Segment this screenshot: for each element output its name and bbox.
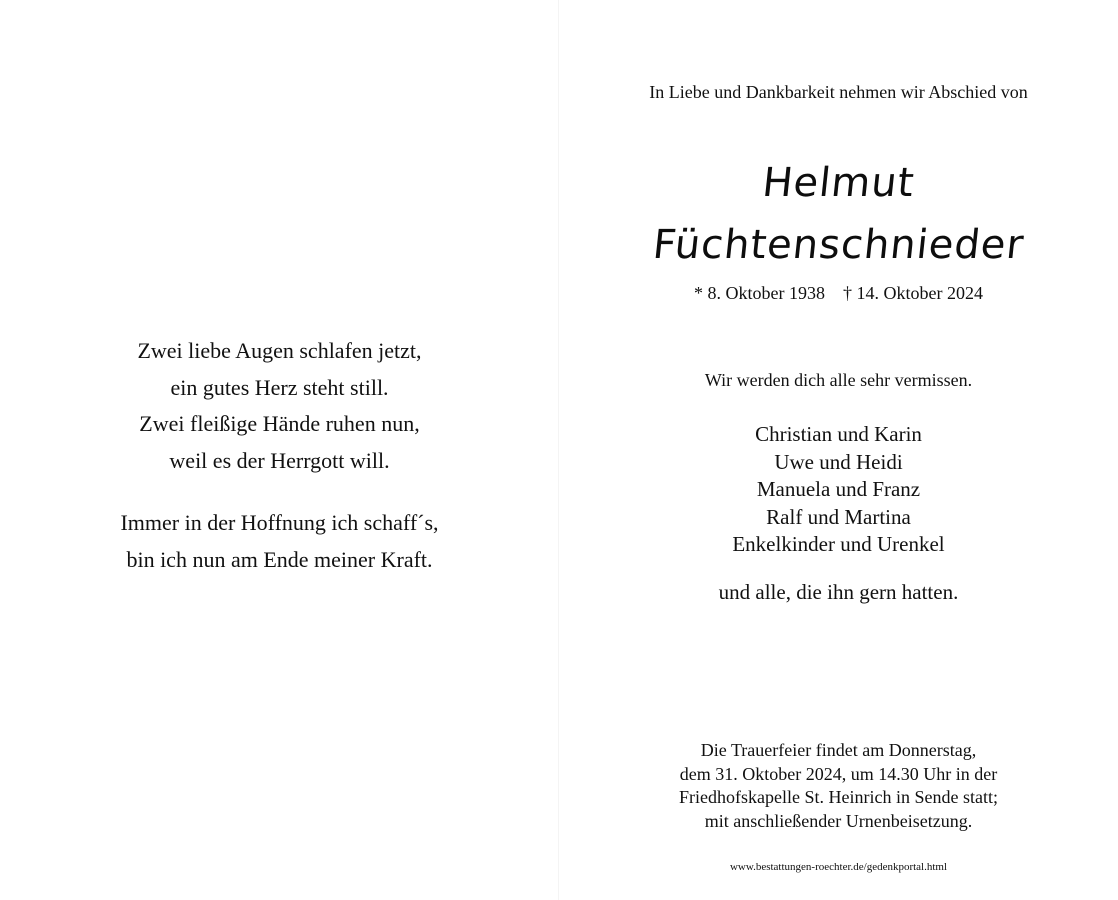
deceased-first-name: Helmut: [760, 160, 917, 206]
ceremony-line: mit anschließender Urnenbeisetzung.: [704, 810, 973, 831]
poem-line: ein gutes Herz steht still.: [170, 374, 389, 400]
intro-text: In Liebe und Dankbarkeit nehmen wir Abschied von: [649, 82, 1028, 102]
family-member: Christian und Karin: [755, 422, 922, 446]
poem-verse-2: [0, 505, 559, 578]
memorial-portal-link: www.bestattungen-roechter.de/gedenkportal.html: [729, 861, 948, 873]
poem-line: Immer in der Hoffnung ich schaff´s,: [120, 510, 439, 535]
deceased-last-name: Füchtenschnieder: [650, 222, 1027, 268]
closing-text: und alle, die ihn gern hatten.: [718, 580, 959, 604]
miss-text: Wir werden dich alle sehr vermissen.: [704, 370, 973, 390]
poem-line: weil es der Herrgott will.: [169, 447, 390, 473]
poem-line: Zwei fleißige Hände ruhen nun,: [139, 411, 420, 436]
family-list: [559, 421, 1118, 559]
birth-date: * 8. Oktober 1938: [694, 283, 825, 303]
death-date: † 14. Oktober 2024: [843, 283, 983, 303]
poem-verse-1: [0, 333, 559, 479]
life-dates: [559, 283, 1118, 304]
family-member: Uwe und Heidi: [774, 449, 903, 474]
ceremony-line: Die Trauerfeier findet am Donnerstag,: [700, 740, 977, 760]
poem-line: bin ich nun am Ende meiner Kraft.: [126, 546, 433, 572]
ceremony-line: Friedhofskapelle St. Heinrich in Sende statt;: [679, 787, 998, 807]
ceremony-info: [559, 739, 1118, 833]
right-page: [559, 0, 1118, 900]
family-member: Ralf und Martina: [766, 504, 911, 529]
family-member: Enkelkinder und Urenkel: [732, 532, 945, 556]
poem-line: Zwei liebe Augen schlafen jetzt,: [137, 338, 422, 363]
ceremony-line: dem 31. Oktober 2024, um 14.30 Uhr in der: [679, 763, 998, 784]
family-member: Manuela und Franz: [756, 477, 921, 501]
